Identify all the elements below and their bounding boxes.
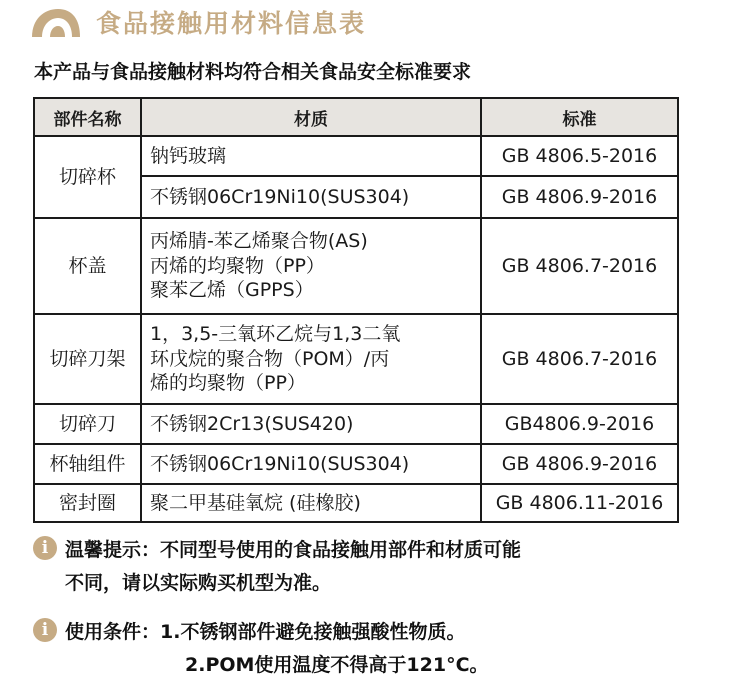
column-header-part: 部件名称 [34, 98, 141, 136]
table-row [34, 404, 678, 444]
material-line: 1，3,5-三氧环乙烷与1,3二氧 [150, 322, 401, 345]
tip-line: 温馨提示：不同型号使用的食品接触用部件和材质可能 [65, 539, 522, 561]
part-name: 切碎刀 [34, 404, 141, 444]
standard-cell: GB 4806.5-2016 [481, 136, 678, 176]
standard-cell: GB4806.9-2016 [481, 404, 678, 444]
standard-cell: GB 4806.7-2016 [481, 218, 678, 314]
page-subtitle: 本产品与食品接触材料均符合相关食品安全标准要求 [34, 61, 472, 83]
standard-cell: GB 4806.11-2016 [481, 484, 678, 522]
material-line: 不锈钢2Cr13(SUS420) [150, 412, 354, 435]
material-line: 不锈钢06Cr19Ni10(SUS304) [150, 185, 410, 208]
conditions-note [33, 616, 489, 682]
table-row [34, 444, 678, 484]
material-cell [141, 484, 481, 522]
table-row [34, 314, 678, 404]
standard-cell: GB 4806.7-2016 [481, 314, 678, 404]
conditions-line: 2.POM使用温度不得高于121°C。 [185, 654, 489, 676]
standard-cell: GB 4806.9-2016 [481, 444, 678, 484]
part-name: 密封圈 [34, 484, 141, 522]
header [30, 4, 366, 40]
material-line: 丙烯的均聚物（PP） [150, 254, 325, 277]
material-line: 烯的均聚物（PP） [150, 372, 306, 395]
tip-text [65, 534, 521, 600]
material-line: 不锈钢06Cr19Ni10(SUS304) [150, 452, 410, 475]
table-row [34, 484, 678, 522]
info-icon: i [33, 618, 57, 642]
brand-logo-icon [30, 7, 82, 37]
tip-line: 不同，请以实际购买机型为准。 [65, 572, 332, 594]
table-row [34, 136, 678, 176]
part-name: 切碎杯 [34, 136, 141, 218]
column-header-standard: 标准 [481, 98, 678, 136]
materials-table [33, 97, 679, 523]
material-cell [141, 136, 481, 176]
tip-note [33, 534, 521, 600]
column-header-material: 材质 [141, 98, 481, 136]
table-header-row [34, 98, 678, 136]
conditions-line: 使用条件：1.不锈钢部件避免接触强酸性物质。 [65, 621, 466, 643]
material-cell [141, 218, 481, 314]
material-line: 聚苯乙烯（GPPS） [150, 279, 314, 302]
material-cell [141, 314, 481, 404]
material-cell [141, 404, 481, 444]
table-row [34, 218, 678, 314]
part-name: 切碎刀架 [34, 314, 141, 404]
part-name: 杯盖 [34, 218, 141, 314]
material-line: 聚二甲基硅氧烷 (硅橡胶) [150, 491, 361, 514]
page-title: 食品接触用材料信息表 [96, 9, 367, 38]
standard-cell: GB 4806.9-2016 [481, 176, 678, 218]
material-cell [141, 444, 481, 484]
part-name: 杯轴组件 [34, 444, 141, 484]
material-cell [141, 176, 481, 218]
material-line: 钠钙玻璃 [150, 144, 227, 167]
info-icon: i [33, 536, 57, 560]
conditions-text [65, 616, 489, 682]
material-line: 环戊烷的聚合物（POM）/丙 [150, 347, 390, 370]
material-line: 丙烯腈-苯乙烯聚合物(AS) [150, 229, 368, 252]
